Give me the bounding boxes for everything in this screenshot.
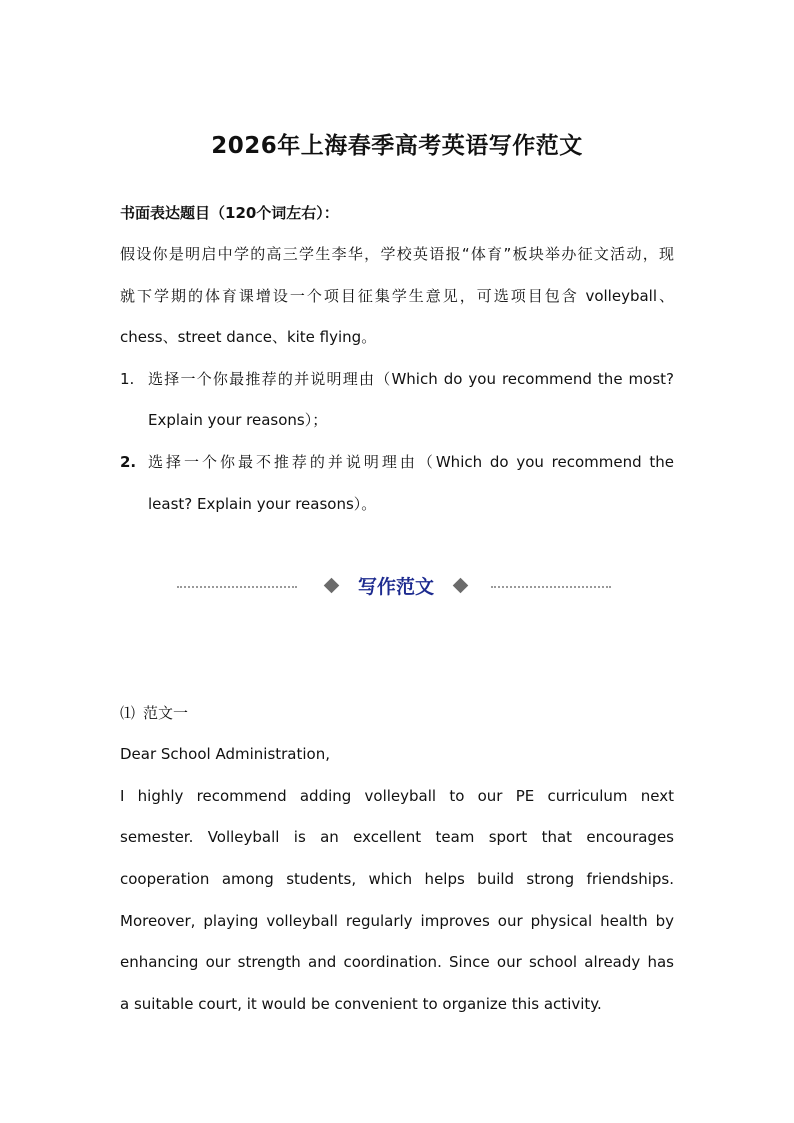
essay-line: a suitable court, it would be convenient to organize this activity. [120, 995, 602, 1013]
item-2-line: 选择一个你最不推荐的并说明理由（Which do you recommend the [148, 453, 674, 471]
essay-line: I highly recommend adding volleyball to our PE curriculum next [120, 787, 674, 805]
section-divider [0, 574, 794, 600]
essay-label [120, 700, 188, 726]
dotted-rule-left [177, 586, 297, 588]
essay-line: cooperation among students, which helps build strong friendships. [120, 870, 674, 888]
prompt-line: chess、street dance、kite flying。 [120, 328, 377, 346]
item-number-1: 1. [120, 370, 135, 388]
prompt-heading: 书面表达题目（120个词左右）： [120, 204, 339, 222]
page-title: 2026年上海春季高考英语写作范文 [211, 133, 583, 159]
essay-label-number: ⑴ [120, 704, 136, 722]
essay-label-text: 范文一 [143, 704, 189, 722]
essay-greeting: Dear School Administration, [120, 745, 330, 763]
diamond-icon [453, 578, 469, 594]
item-1-line: Explain your reasons）； [148, 411, 328, 429]
essay-line: enhancing our strength and coordination. Since our school already has [120, 953, 674, 971]
diamond-icon [324, 578, 340, 594]
prompt-line: 假设你是明启中学的高三学生李华，学校英语报“体育”板块举办征文活动，现 [120, 245, 674, 263]
prompt-line: 就下学期的体育课增设一个项目征集学生意见，可选项目包含 volleyball、 [120, 287, 674, 305]
essay-line: semester. Volleyball is an excellent team sport that encourages [120, 828, 674, 846]
dotted-rule-right [491, 586, 611, 588]
item-1-line: 选择一个你最推荐的并说明理由（Which do you recommend the most? [148, 370, 674, 388]
item-number-2: 2. [120, 453, 137, 471]
item-2-line: least? Explain your reasons）。 [148, 495, 377, 513]
essay-line: Moreover, playing volleyball regularly improves our physical health by [120, 912, 674, 930]
section-title: 写作范文 [357, 576, 434, 598]
